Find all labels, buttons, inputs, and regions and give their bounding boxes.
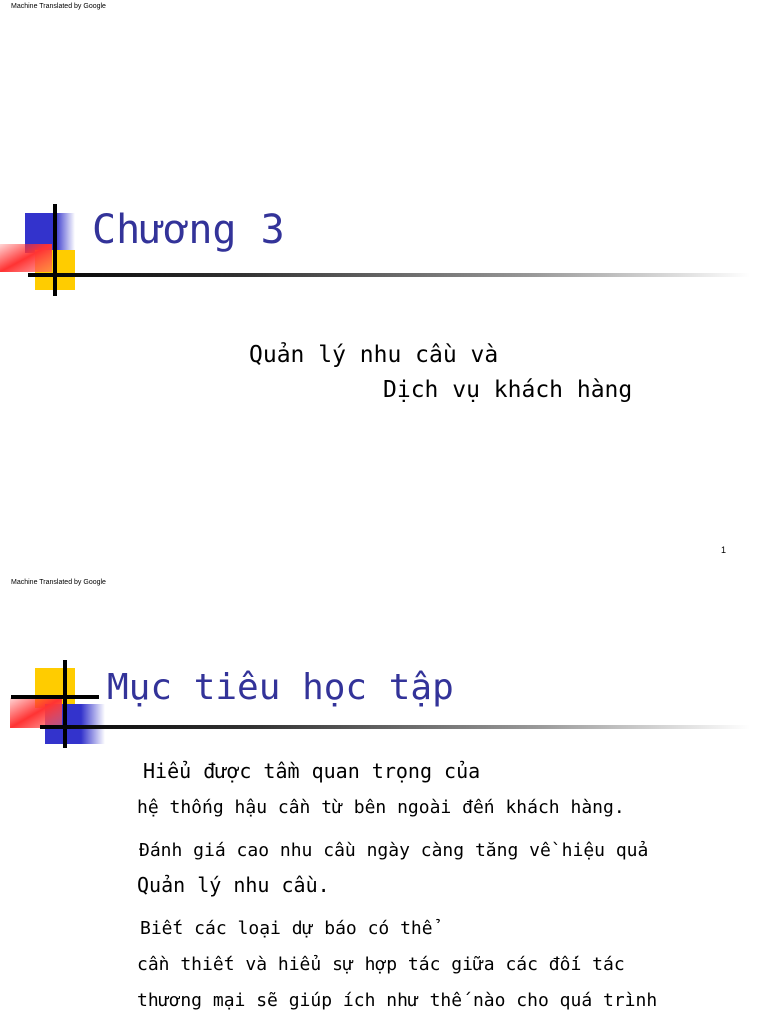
watermark-bottom: Machine Translated by Google	[11, 579, 106, 586]
subtitle-line-2: Dịch vụ khách hàng	[383, 377, 633, 403]
slide-2	[0, 576, 768, 1024]
body-line: Đánh giá cao nhu cầu ngày càng tăng về hiệu quả	[139, 840, 649, 861]
slide-title: Chương 3	[92, 207, 285, 253]
subtitle-line-1: Quản lý nhu cầu và	[249, 342, 499, 368]
watermark-top: Machine Translated by Google	[11, 3, 106, 10]
body-line: cần thiết và hiểu sự hợp tác giữa các đối tác	[137, 954, 625, 975]
body-line: Quản lý nhu cầu.	[137, 873, 330, 897]
body-line: Hiểu được tầm quan trọng của	[143, 759, 481, 783]
body-line: thương mại sẽ giúp ích như thế nào cho quá trình	[137, 990, 658, 1011]
page-number: 1	[721, 545, 727, 555]
body-line: Biết các loại dự báo có thể	[140, 918, 433, 939]
title-divider	[28, 273, 750, 277]
body-line: hệ thống hậu cần từ bên ngoài đến khách hàng.	[137, 797, 625, 818]
slide-logo-icon	[0, 660, 108, 752]
slide-logo-icon	[0, 204, 90, 296]
slide-title: Mục tiêu học tập	[107, 667, 454, 708]
title-divider	[40, 725, 750, 729]
